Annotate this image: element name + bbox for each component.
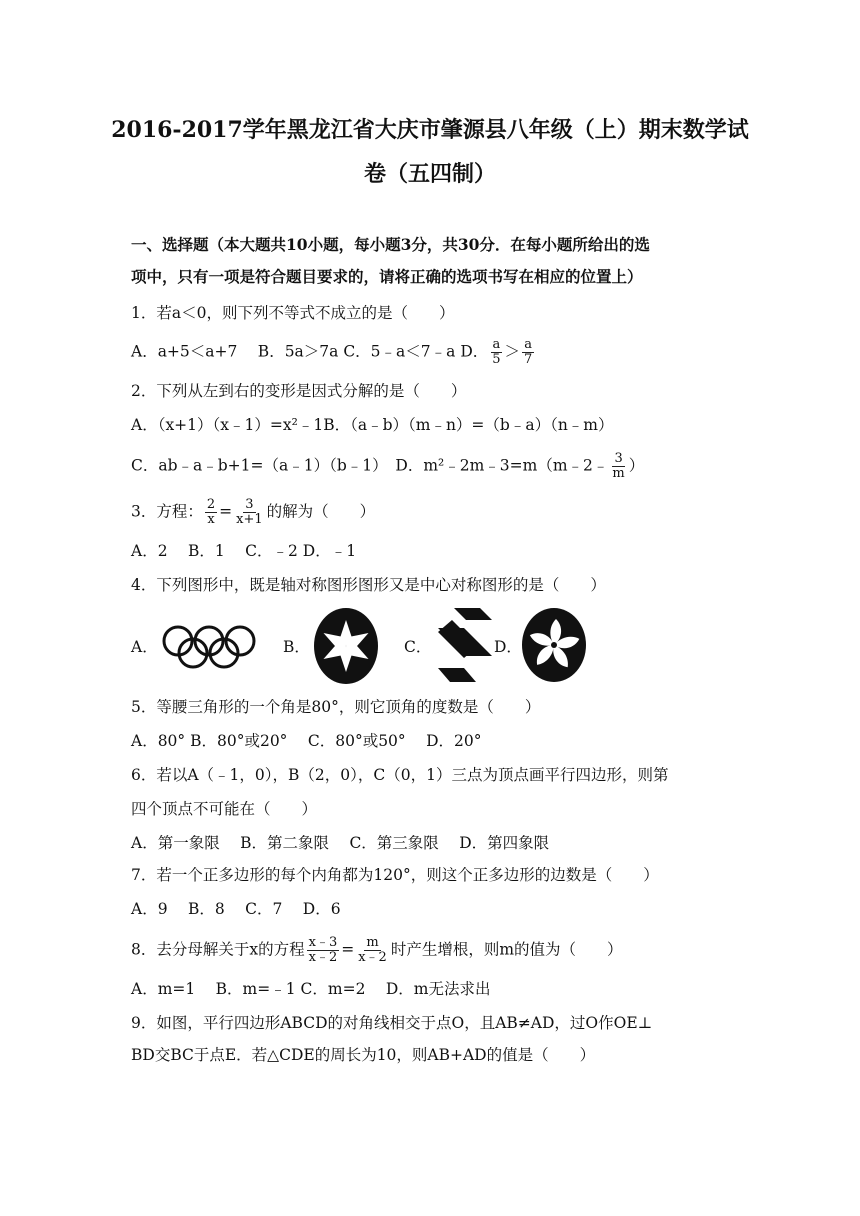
fraction-a-over-7: $\frac{a}{7}$ bbox=[524, 337, 533, 367]
question-6-line1: 6．若以A（﹣1，0），B（2，0），C（0，1）三点为顶点画平行四边形，则第 bbox=[131, 766, 669, 784]
option-d-label: D． bbox=[494, 638, 522, 656]
fraction-3-over-x-plus-1: $\frac{3}{x+1}$ bbox=[236, 497, 263, 527]
question-6-options: A．第一象限 B．第二象限 C．第三象限 D．第四象限 bbox=[131, 834, 550, 852]
question-3-stem bbox=[131, 498, 375, 527]
star-hexagon-figure bbox=[312, 606, 380, 686]
section-heading-line1: 一、选择题（本大题共10小题，每小题3分，共30分．在每小题所给出的选 bbox=[131, 235, 650, 254]
fraction-x-minus-3-over-x-minus-2: $\frac{x﹣3}{x﹣2}$ bbox=[308, 935, 338, 965]
question-1-options bbox=[131, 338, 536, 367]
question-1-options-text: A．a+5＜a+7 B．5a＞7a C．5﹣a＜7﹣a D． bbox=[131, 342, 489, 361]
question-3-prefix: 3．方程： bbox=[131, 502, 203, 521]
question-9-line1: 9．如图，平行四边形ABCD的对角线相交于点O，且AB≠AD，过O作OE⊥ bbox=[131, 1014, 653, 1032]
fraction-3-over-m: $\frac{3}{m}$ bbox=[612, 451, 625, 481]
question-8-prefix: 8．去分母解关于x的方程 bbox=[131, 940, 305, 959]
option-b-label: B． bbox=[283, 638, 310, 656]
question-6-line2: 四个顶点不可能在（ ） bbox=[131, 800, 318, 818]
question-8-stem bbox=[131, 936, 623, 965]
question-5-options: A．80° B．80°或20° C．80°或50° D．20° bbox=[131, 732, 482, 750]
option-a-label: A． bbox=[131, 638, 158, 656]
question-3-options: A．2 B．1 C．﹣2 D．﹣1 bbox=[131, 542, 357, 560]
bauhinia-flower-figure bbox=[520, 606, 588, 684]
question-8-suffix: 时产生增根，则m的值为（ ） bbox=[390, 940, 623, 959]
page-title-line1: 2016-2017学年黑龙江省大庆市肇源县八年级（上）期末数学试 bbox=[111, 117, 749, 143]
equals-sign: = bbox=[341, 940, 355, 959]
equals-sign: = bbox=[219, 502, 233, 521]
question-1-stem: 1．若a＜0，则下列不等式不成立的是（ ） bbox=[131, 304, 455, 322]
fraction-m-over-x-minus-2: $\frac{m}{x﹣2}$ bbox=[358, 935, 387, 965]
question-2-options-ab: A．（x+1）（x﹣1）=x²﹣1B．（a﹣b）（m﹣n）=（b﹣a）（n﹣m） bbox=[131, 416, 614, 434]
s-logo-figure bbox=[434, 606, 496, 686]
olympic-rings-figure bbox=[160, 618, 258, 674]
closing-paren: ） bbox=[628, 456, 645, 475]
question-2-stem: 2．下列从左到右的变形是因式分解的是（ ） bbox=[131, 382, 467, 400]
page-title-line2: 卷（五四制） bbox=[363, 161, 496, 187]
question-5-stem: 5．等腰三角形的一个角是80°，则它顶角的度数是（ ） bbox=[131, 698, 541, 716]
section-heading-line2: 项中，只有一项是符合题目要求的，请将正确的选项书写在相应的位置上） bbox=[131, 267, 643, 286]
question-4-stem: 4．下列图形中，既是轴对称图形图形又是中心对称图形的是（ ） bbox=[131, 576, 606, 594]
question-9-line2: BD交BC于点E．若△CDE的周长为10，则AB+AD的值是（ ） bbox=[131, 1046, 596, 1064]
question-3-suffix: 的解为（ ） bbox=[266, 502, 376, 521]
question-2-options-cd bbox=[131, 452, 644, 481]
question-7-options: A．9 B．8 C．7 D．6 bbox=[131, 900, 341, 918]
option-c-label: C． bbox=[404, 638, 432, 656]
fraction-a-over-5: $\frac{a}{5}$ bbox=[492, 337, 501, 367]
greater-than-sign: ＞ bbox=[504, 342, 521, 361]
question-8-options: A．m=1 B．m=﹣1 C．m=2 D．m无法求出 bbox=[131, 980, 491, 998]
fraction-2-over-x: $\frac{2}{x}$ bbox=[206, 497, 216, 527]
question-2-options-cd-text: C．ab﹣a﹣b+1=（a﹣1）（b﹣1） D．m²﹣2m﹣3=m（m﹣2﹣ bbox=[131, 456, 609, 475]
question-7-stem: 7．若一个正多边形的每个内角都为120°，则这个正多边形的边数是（ ） bbox=[131, 866, 659, 884]
